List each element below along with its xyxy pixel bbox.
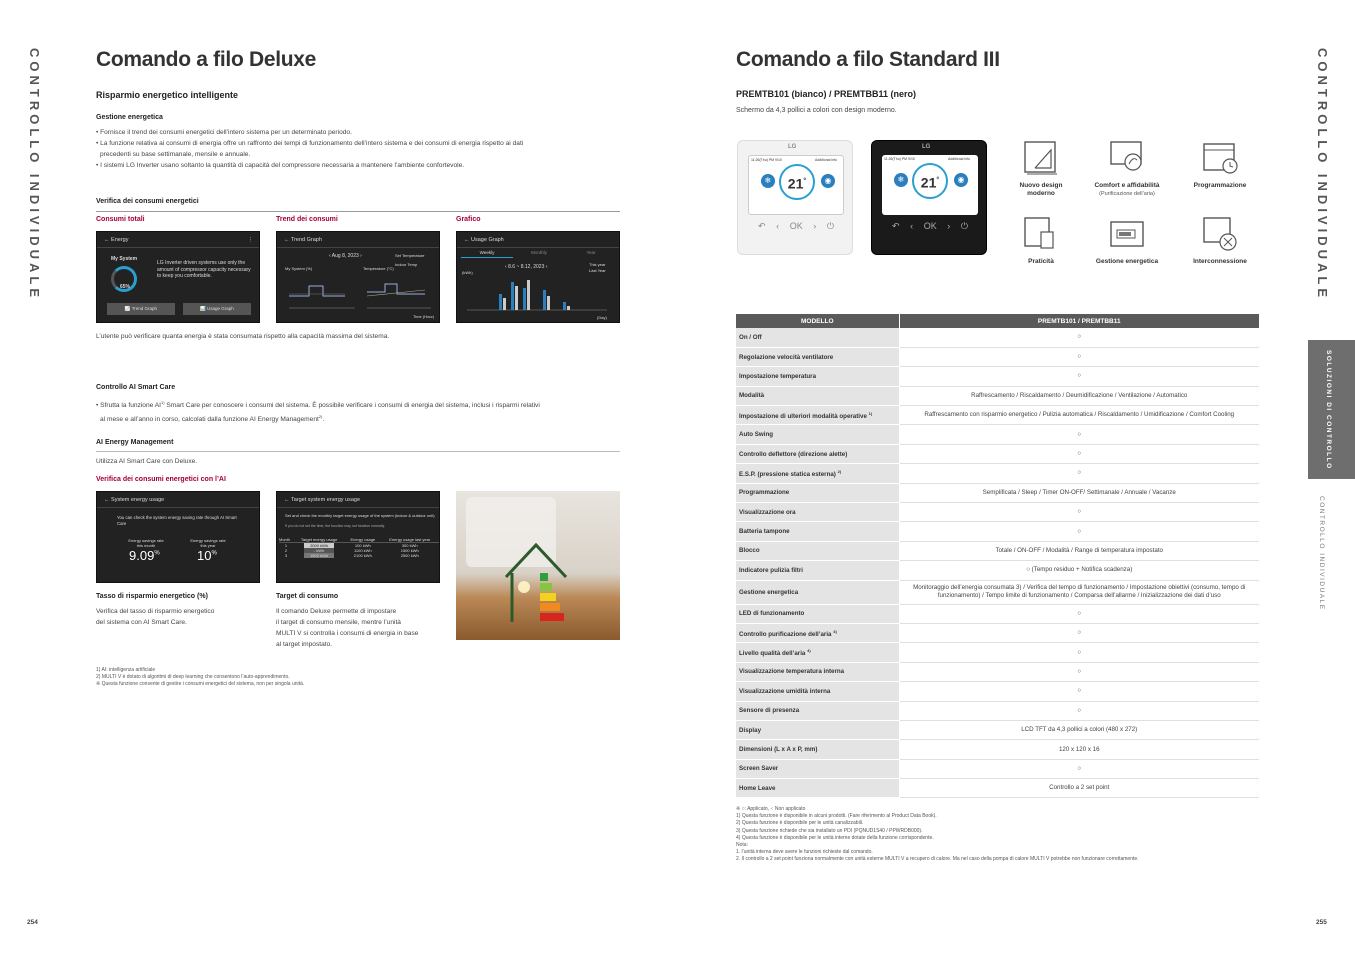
trend-right-axis: Temperature (°C) [363,266,394,271]
side-tab-label: SOLUZIONI DI CONTROLLO [1325,350,1332,470]
feature-comfort: Comfort e affidabilità (Purificazione dell’aria) [1092,138,1162,198]
spec-key: E.S.P. (pressione statica esterna) $^{2)}$ [736,464,899,483]
spec-key: Impostazione temperatura [736,367,899,386]
tasso-heading: Tasso di risparmio energetico (%) [96,593,208,600]
table-row [736,662,1259,681]
verifica-heading: Verifica dei consumi energetici [96,198,199,205]
screen5-info: Set and check the monthly target energy usage of the system (indoor & outdoor unit) [285,513,435,518]
spec-value: Raffrescamento / Riscaldamento / Deumidificazione / Ventilazione / Automatico [899,386,1259,405]
spec-key: LED di funzionamento [736,604,899,623]
controller-black [871,140,987,255]
page-number-left: 254 [27,919,38,926]
spec-value: ○ [899,604,1259,623]
controller-buttons: ↶ ‹ OK › ⏻ [892,221,968,231]
spec-key: Home Leave [736,779,899,798]
label-trend: Trend dei consumi [276,216,338,223]
legend-last-year: Last Year [589,268,606,273]
table-row [736,406,1259,425]
fan-icon: ❄ [761,174,775,188]
comfort-icon [1107,138,1147,178]
usage-date: ‹ 8.6 ~ 8.12, 2023 › [505,264,548,270]
spec-key: Sensore di presenza [736,701,899,720]
legend-this-year: This year [589,262,606,267]
temperature-dial: 21° [779,164,815,200]
table-row [736,503,1259,522]
spec-value: ○ [899,503,1259,522]
spec-key: Modalità [736,386,899,405]
table-row [736,779,1259,798]
table-row [736,720,1259,739]
trend-screen [276,231,440,323]
table-row [736,386,1259,405]
divider [96,211,620,212]
section-heading: Risparmio energetico intelligente [96,90,239,100]
model-heading: PREMTB101 (bianco) / PREMTBB11 (nero) [736,89,917,99]
status-text: 11:26(Thu) PM 9/10 [751,158,782,162]
trend-date: ‹ Aug 8, 2023 › [329,253,362,259]
energy-description: LG Inverter driven systems use only the amount of compressor capacity necessary to keep you comfortable. [157,260,251,279]
table-row [736,643,1259,662]
label-grafico: Grafico [456,216,481,223]
target-text: Il comando Deluxe permette di impostare il target di consumo mensile, mentre l’unità MULTI V si controlla i consumi di energia in base al target impostato. [276,608,419,648]
table-row [736,464,1259,483]
spec-value: Monitoraggio dell’energia consumata 3) / Verifica del tempo di funzionamento / Impostazione obiettivi (consumo, tempo di funzionamento) / Tempo limite di funzionamento / Comparsa dell’allarme / Inizializzazione dei dati d’uso [899,580,1259,604]
table-row [736,759,1259,778]
spec-key: Visualizzazione ora [736,503,899,522]
target-heading: Target di consumo [276,593,339,600]
legend-set-temp: Set Temperature [395,253,425,258]
spec-value: ○ [899,347,1259,366]
spec-key: Livello qualità dell’aria $^{4)}$ [736,643,899,662]
feature-schedule: Programmazione [1185,138,1255,190]
spec-value: ○ [899,522,1259,541]
table-row [736,561,1259,580]
feature-practical: Praticità [1006,214,1076,266]
table-row [736,701,1259,720]
energy-screen [96,231,260,323]
usage-bar-chart [467,276,612,314]
screen5-title: ← Target system energy usage [277,492,439,508]
divider [96,451,620,452]
practical-icon [1021,214,1061,254]
mode-icon: ◉ [954,173,968,187]
table-header: MODELLO PREMTB101 / PREMTBB11 [736,314,1259,328]
usage-unit: (kWh) [462,270,473,275]
feature-interconnection: Interconnessione [1185,214,1255,266]
screen5-info2: If you do not set the time, the function may not function normally. [285,524,385,528]
trend-chart [285,276,435,316]
gestione-heading: Gestione energetica [96,114,163,121]
tab-weekly[interactable]: Weekly [461,250,513,258]
table-row [736,367,1259,386]
trend-graph-button[interactable]: 📈 Trend Graph [107,303,175,315]
status-text: 11:26(Thu) PM 9/10 [884,157,915,161]
spec-value: Semplificata / Sleep / Timer ON-OFF/ Settimanale / Annuale / Vacanze [899,483,1259,502]
spec-key: Dimensioni (L x A x P, mm) [736,740,899,759]
spec-key: Gestione energetica [736,580,899,604]
page-title-standard: Comando a filo Standard III [736,48,1000,71]
spec-table [736,314,1259,798]
side-tab[interactable] [1308,340,1355,479]
table-row [736,522,1259,541]
spec-key: Visualizzazione temperatura interna [736,662,899,681]
right-vertical-title: CONTROLLO INDIVIDUALE [1315,48,1330,301]
verifica-caption: L’utente può verificare quanta energia è stata consumata rispetto alla capacità massima del sistema. [96,333,390,340]
table-row [736,740,1259,759]
aiem-red-heading: Verifica dei consumi energetici con l’AI [96,476,226,483]
table-row [736,604,1259,623]
spec-value: ○ [899,425,1259,444]
spec-value: ○ [899,367,1259,386]
spec-value: ○ [899,701,1259,720]
spec-value: ○ [899,623,1259,642]
ai-text: • Sfrutta la funzione AI$^{1)}$ Smart Care per conoscere i consumi del sistema. È possibile verificare i consumi di energia del sistema, inclusi i risparmi relativi al mese e all’anno in corso, calcolati dalla funzione AI Energy Management$^{2)}$. [96,400,540,424]
spec-key: Display [736,720,899,739]
spec-value: ○ [899,464,1259,483]
usage-x-label: (Day) [597,315,607,320]
left-footnotes: 1) AI: intelligenza artificiale 2) MULTI V è dotato di algoritmi di deep learning che consentono l’auto-apprendimento. ※ Questa funzione consente di gestire i consumi energetici del sistema, non per singola unità. [96,667,305,688]
controller-display [882,155,978,215]
ai-heading: Controllo AI Smart Care [96,384,176,391]
spec-value: ○ [899,682,1259,701]
energy-screen-title: ← Energy ⋮ [97,232,259,248]
spec-key: Controllo purificazione dell’aria $^{4)}$ [736,623,899,642]
spec-key: Blocco [736,541,899,560]
my-system-label: My System [111,256,138,262]
side-tab-sub: CONTROLLO INDIVIDUALE [1318,496,1325,611]
temperature-dial: 21° [912,163,948,199]
usage-screen-title: ← Usage Graph [457,232,619,248]
table-row [736,444,1259,463]
spec-value: ○ [899,759,1259,778]
spec-key: Indicatore pulizia filtri [736,561,899,580]
interconnection-icon [1200,214,1240,254]
table-row [736,328,1259,347]
tasso-text: Verifica del tasso di risparmio energetico del sistema con AI Smart Care. [96,608,215,626]
spec-key: Auto Swing [736,425,899,444]
table-row [736,483,1259,502]
screen4-value-year: 10% [197,548,217,563]
gestione-bullets: • Fornisce il trend dei consumi energetici dell’intero sistema per un determinato periodo. • La funzione relativa ai consumi di energia offre un raffronto dei tempi di funzionamento dell’intero sistema e dei consumi di energia rispetto ai dati precedenti su base settimanale, mensile e annuale. • I sistemi LG Inverter usano soltanto la quantità di capacità del compressore necessaria a mantenere l’ambiente confortevole. [96,129,524,169]
target-table: Month Target energy usage Energy usage Energy usage last year 1 2000 kWh 100 kWh 300 kWh 2 - kWh 1100 kWh 1500 kWh 3 1500 kWh 2100 kWh 2500 kWh [279,537,439,558]
spec-value: Controllo a 2 set point [899,779,1259,798]
system-energy-usage-screen [96,491,260,583]
usage-screen [456,231,620,323]
spec-value: ○ (Tempo residuo + Notifica scadenza) [899,561,1259,580]
controller-buttons: ↶ ‹ OK › ⏻ [758,221,834,231]
spec-value: ○ [899,328,1259,347]
trend-left-axis: My System (%) [285,266,313,271]
spec-value: Raffrescamento con risparmio energetico / Pulizia automatica / Riscaldamento / Umidificazione / Comfort Cooling [899,406,1259,425]
table-row [736,347,1259,366]
left-vertical-title: CONTROLLO INDIVIDUALE [27,48,42,301]
feature-modern-design: Nuovo design moderno [1006,138,1076,198]
aiem-text: Utilizza AI Smart Care con Deluxe. [96,458,198,465]
spec-value: ○ [899,444,1259,463]
additional-info: Additional info [948,157,970,161]
spec-key: Programmazione [736,483,899,502]
table-row [736,580,1259,604]
right-notes: ※ ○: Applicato, -: Non applicato 1) Questa funzione è disponibile in alcuni prodotti. (Fare riferimento al Product Data Book). 2) Questa funzione è disponibile per le unità canalizzabili. 3) Questa funzione richiede che sia installato un PDI (PQNUD1S40 / PPWRDB000). 4) Questa funzione è disponibile per le unità interne dotate della funzione corrispondente. Nota: 1. l’unità interna deve avere le funzioni richieste dal comando. 2. Il controllo a 2 set point funziona normalmente con unità esterne MULTI V a recupero di calore. Ma nel caso della pompa di calore MULTI V potrebbe non funzionare correttamente. [736,806,1139,863]
table-row [736,425,1259,444]
additional-info: Additional info [815,158,837,162]
screen4-label-year: Energy savings rate this year [190,538,226,548]
tab-monthly[interactable]: Monthly [531,250,547,255]
table-row [736,682,1259,701]
energy-house-photo [456,491,620,640]
table-row [736,623,1259,642]
schedule-icon [1200,138,1240,178]
lg-logo: LG [788,144,797,150]
screen4-value-month: 9.09% [129,548,160,563]
spec-value: 120 x 120 x 16 [899,740,1259,759]
spec-key: On / Off [736,328,899,347]
spec-key: Regolazione velocità ventilatore [736,347,899,366]
modern-design-icon [1021,138,1061,178]
model-subtitle: Schermo da 4,3 pollici a colori con design moderno. [736,107,897,114]
lg-logo: LG [922,144,931,150]
usage-graph-button[interactable]: 📊 Usage Graph [183,303,251,315]
spec-key: Visualizzazione umidità interna [736,682,899,701]
screen4-info: You can check the system energy saving rate through AI Smart Care [117,515,237,526]
aiem-heading: AI Energy Management [96,439,174,446]
page-number-right: 255 [1316,919,1327,926]
label-consumi-totali: Consumi totali [96,216,145,223]
mode-icon: ◉ [821,174,835,188]
spec-value: ○ [899,662,1259,681]
controller-white [737,140,853,255]
gauge-value: 65% [120,284,131,290]
feature-energy: Gestione energetica [1092,214,1162,266]
spec-key: Impostazione di ulteriori modalità operative $^{1)}$ [736,406,899,425]
energy-icon [1107,214,1147,254]
table-row [736,541,1259,560]
trend-screen-title: ← Trend Graph [277,232,439,248]
screen4-label-month: Energy savings rate this month [128,538,164,548]
spec-value: LCD TFT da 4,3 pollici a colori (480 x 272) [899,720,1259,739]
spec-key: Screen Saver [736,759,899,778]
legend-indoor-temp: Indoor Temp [395,262,418,267]
spec-value: Totale / ON-OFF / Modalità / Range di temperatura impostato [899,541,1259,560]
page-title-deluxe: Comando a filo Deluxe [96,48,317,71]
spec-key: Controllo deflettore (direzione alette) [736,444,899,463]
tab-year[interactable]: Year [586,250,596,255]
spec-value: ○ [899,643,1259,662]
trend-x-label: Time (Hour) [413,314,435,319]
spec-key: Batteria tampone [736,522,899,541]
screen4-title: ← System energy usage [97,492,259,508]
fan-icon: ❄ [894,173,908,187]
target-energy-usage-screen [276,491,440,583]
controller-display [748,155,844,215]
usage-tabs [461,250,617,258]
